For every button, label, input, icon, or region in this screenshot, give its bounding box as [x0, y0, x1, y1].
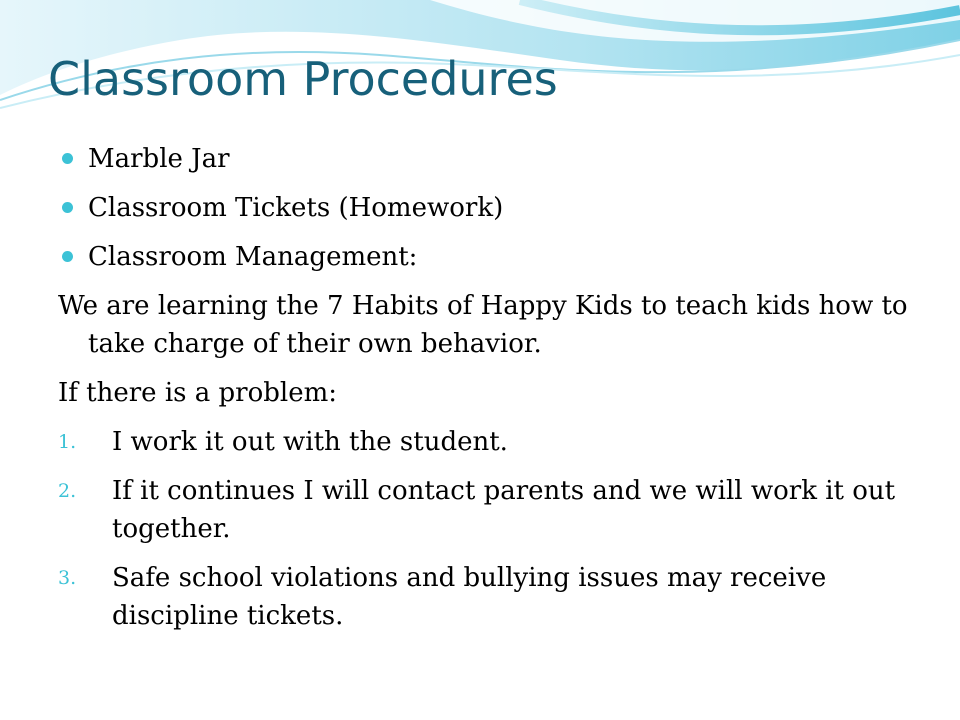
slide-title: Classroom Procedures — [48, 52, 558, 106]
numbered-item-text: If it continues I will contact parents and we will work it out together. — [112, 476, 896, 544]
bullet-dot-icon — [62, 202, 73, 213]
numbered-item-text: Safe school violations and bullying issues may receive discipline tickets. — [112, 563, 843, 631]
numbered-item-text: I work it out with the student. — [112, 427, 508, 457]
bullet-item — [58, 140, 918, 178]
bullet-text: Classroom Management: — [88, 242, 418, 272]
bullet-dot-icon — [62, 153, 73, 164]
bullet-dot-icon — [62, 251, 73, 262]
numbered-item — [58, 559, 918, 635]
numbered-item — [58, 423, 918, 461]
bullet-text: Classroom Tickets (Homework) — [88, 193, 504, 223]
slide-body — [58, 140, 918, 646]
numbered-item-number: 3. — [58, 567, 77, 589]
bullet-item — [58, 189, 918, 227]
numbered-item-number: 1. — [58, 431, 77, 453]
bullet-text: Marble Jar — [88, 144, 230, 174]
paragraph-problem: If there is a problem: — [58, 378, 337, 408]
numbered-item-number: 2. — [58, 480, 77, 502]
paragraph-habits: We are learning the 7 Habits of Happy Kids to teach kids how to take charge of their own behavior. — [58, 291, 908, 359]
numbered-item — [58, 472, 918, 548]
bullet-item — [58, 238, 918, 276]
